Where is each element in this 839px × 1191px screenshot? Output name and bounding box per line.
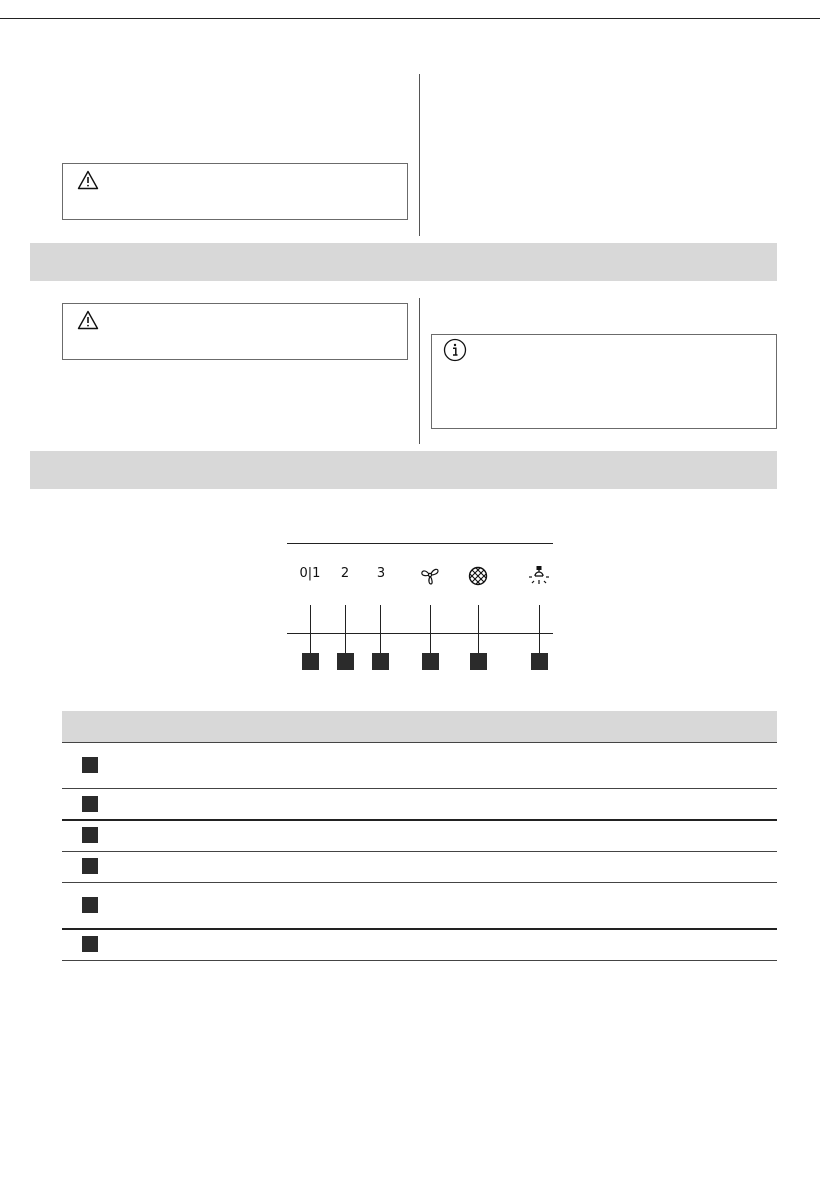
grease-filter-icon	[468, 566, 488, 586]
table-row-divider	[62, 882, 777, 883]
leader-line	[430, 605, 431, 653]
table-row-divider	[62, 960, 777, 961]
table-row-marker	[82, 936, 98, 952]
callout-marker-3	[372, 653, 389, 670]
speed-2-label: 2	[340, 566, 350, 581]
table-row-marker	[82, 858, 98, 874]
light-icon	[527, 565, 551, 587]
table-row-divider	[62, 928, 777, 930]
panel-top-edge	[287, 543, 553, 544]
table-row-marker	[82, 897, 98, 913]
leader-line	[345, 605, 346, 653]
table-row-divider	[62, 788, 777, 789]
leader-line	[380, 605, 381, 653]
panel-bottom-edge	[287, 633, 553, 634]
table-row-marker	[82, 827, 98, 843]
table-row-marker	[82, 796, 98, 812]
callout-marker-5	[470, 653, 487, 670]
table-row-divider	[62, 851, 777, 852]
callout-marker-2	[337, 653, 354, 670]
leader-line	[539, 605, 540, 653]
table-header	[62, 711, 777, 743]
table-row-marker	[82, 757, 98, 773]
callout-marker-6	[531, 653, 548, 670]
leader-line	[478, 605, 479, 653]
callout-marker-1	[302, 653, 319, 670]
table-row-divider	[62, 819, 777, 821]
power-label: 0|1	[299, 566, 321, 581]
callout-marker-4	[422, 653, 439, 670]
fan-icon	[419, 565, 441, 587]
speed-3-label: 3	[376, 566, 386, 581]
leader-line	[310, 605, 311, 653]
